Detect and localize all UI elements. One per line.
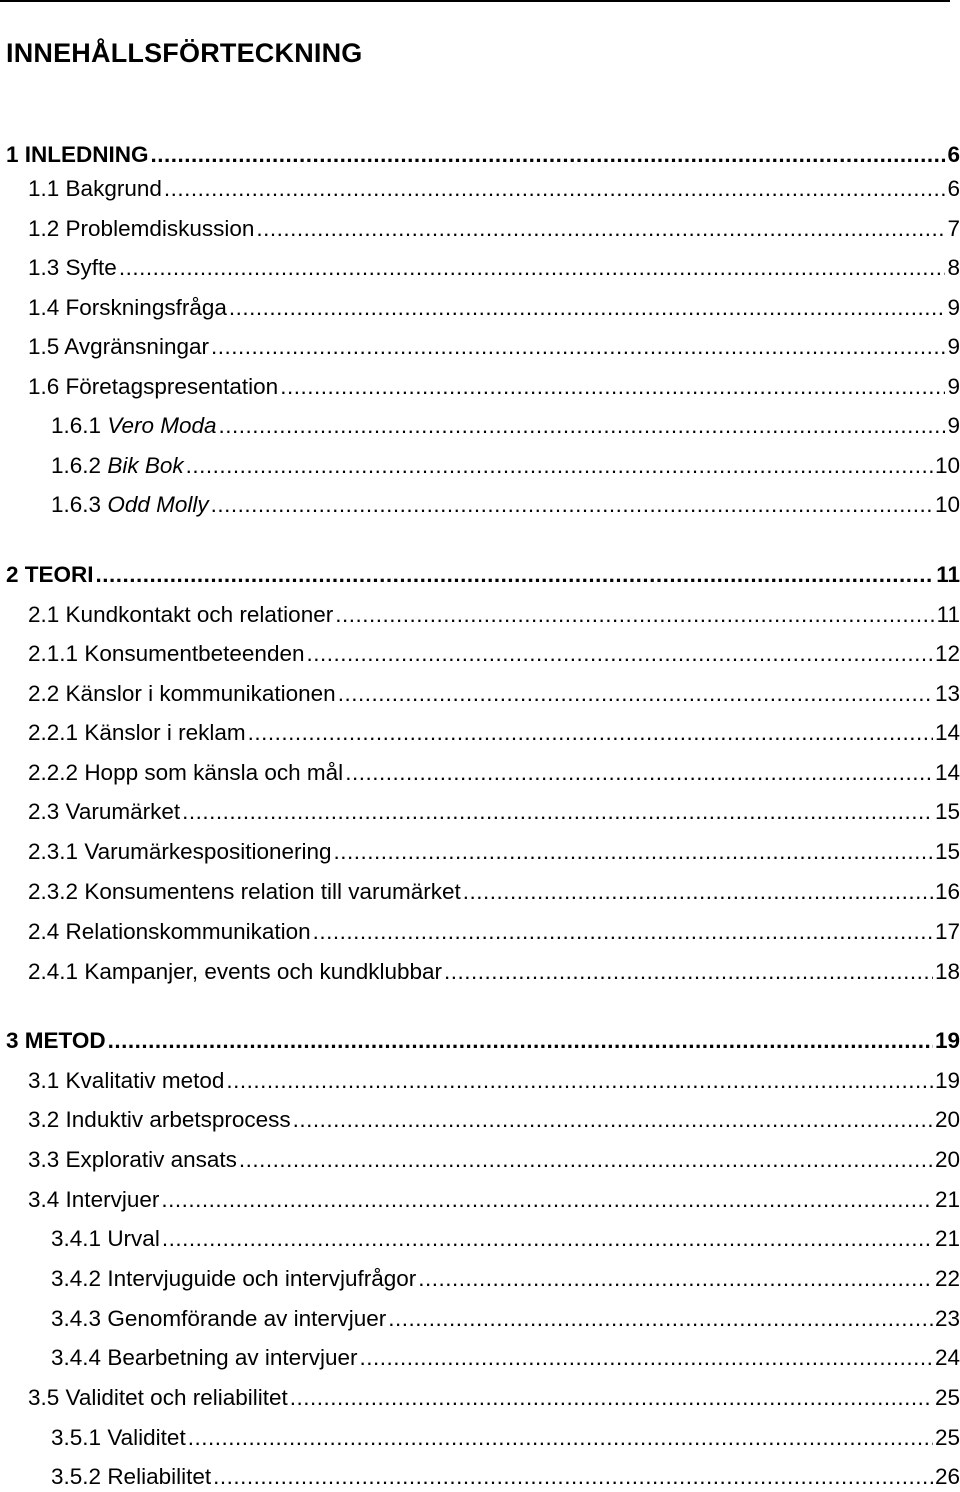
toc-entry[interactable] (28, 679, 960, 709)
toc-entry-label (6, 140, 149, 170)
toc-entry-number: 1 (6, 142, 19, 167)
toc-entry-text: METOD (24, 1028, 106, 1053)
toc-leader-dots (219, 411, 946, 441)
toc-entry-text: Odd Molly (107, 492, 209, 517)
toc-entry-text: Validitet och reliabilitet (65, 1385, 288, 1410)
toc-entry[interactable] (51, 1304, 960, 1334)
toc-entry-text: Kvalitativ metod (65, 1068, 225, 1093)
toc-entry[interactable] (28, 293, 960, 323)
toc-entry[interactable] (28, 758, 960, 788)
toc-leader-dots (182, 797, 933, 827)
toc-leader-dots (334, 837, 933, 867)
toc-entry-label (28, 639, 305, 669)
toc-entry-label (51, 1304, 386, 1334)
page-title: INNEHÅLLSFÖRTECKNING (6, 38, 363, 68)
toc-entry-number: 1.3 (28, 255, 60, 280)
toc-entry-text: Explorativ ansats (65, 1147, 237, 1172)
toc-entry-number: 1.2 (28, 216, 60, 241)
toc-entry-text: Intervjuguide och intervjufrågor (107, 1266, 417, 1291)
toc-entry-text: Varumärkespositionering (84, 839, 332, 864)
toc-entry-label (51, 490, 209, 520)
toc-entry-page: 15 (934, 839, 960, 864)
toc-entry-page: 19 (934, 1028, 960, 1053)
toc-entry-text: Kampanjer, events och kundklubbar (84, 959, 443, 984)
toc-entry[interactable] (51, 1423, 960, 1453)
toc-entry[interactable] (28, 917, 960, 947)
toc-entry-number: 2.3.1 (28, 839, 79, 864)
toc-entry[interactable] (28, 372, 960, 402)
toc-entry[interactable] (28, 1066, 960, 1096)
toc-entry[interactable] (28, 957, 960, 987)
toc-leader-dots (359, 1343, 933, 1373)
toc-entry-page: 6 (947, 142, 960, 167)
toc-leader-dots (256, 214, 945, 244)
toc-entry-page: 6 (947, 176, 960, 201)
toc-leader-dots (280, 372, 945, 402)
toc-leader-dots (119, 253, 946, 283)
toc-entry[interactable] (51, 1462, 960, 1492)
toc-leader-dots (226, 1066, 933, 1096)
toc-entry-text: Bakgrund (65, 176, 162, 201)
toc-entry-text: TEORI (24, 562, 94, 587)
toc-leader-dots (338, 679, 933, 709)
toc-entry-page: 21 (934, 1187, 960, 1212)
toc-entry-number: 3.4.3 (51, 1306, 102, 1331)
toc-entry-label (51, 1423, 186, 1453)
toc-entry-text: Kundkontakt och relationer (65, 602, 334, 627)
toc-entry-page: 9 (947, 334, 960, 359)
toc-entry-text: INLEDNING (24, 142, 149, 167)
toc-entry-page: 16 (934, 879, 960, 904)
toc-entry[interactable] (28, 837, 960, 867)
toc-entry-number: 2.2 (28, 681, 60, 706)
toc-entry-label (28, 372, 278, 402)
toc-entry-label (28, 1105, 291, 1135)
toc-leader-dots (418, 1264, 933, 1294)
toc-entry[interactable] (28, 1105, 960, 1135)
toc-entry-number: 2.3.2 (28, 879, 79, 904)
toc-entry-label (28, 957, 442, 987)
toc-entry-page: 9 (947, 295, 960, 320)
toc-entry-number: 3.4.2 (51, 1266, 102, 1291)
toc-leader-dots (388, 1304, 933, 1334)
toc-entry-label (28, 1383, 288, 1413)
toc-leader-dots (293, 1105, 933, 1135)
toc-entry-label (51, 411, 217, 441)
toc-entry-label (28, 253, 117, 283)
toc-entry-page: 20 (934, 1107, 960, 1132)
toc-leader-dots (444, 957, 933, 987)
toc-entry-page: 12 (934, 641, 960, 666)
toc-entry-page: 14 (934, 720, 960, 745)
toc-entry-text: Relationskommunikation (65, 919, 311, 944)
toc-entry-text: Känslor i kommunikationen (65, 681, 336, 706)
toc-entry-page: 15 (934, 799, 960, 824)
toc-entry-page: 26 (934, 1464, 960, 1489)
toc-entry-page: 11 (936, 562, 960, 587)
toc-leader-dots (186, 451, 933, 481)
toc-leader-dots (213, 1462, 933, 1492)
toc-entry-number: 1.6.3 (51, 492, 102, 517)
toc-entry-label (28, 917, 311, 947)
toc-entry-page: 8 (947, 255, 960, 280)
toc-entry-label (28, 797, 180, 827)
toc-entry-text: Känslor i reklam (84, 720, 246, 745)
toc-entry-number: 3.1 (28, 1068, 60, 1093)
toc-entry-page: 10 (934, 492, 960, 517)
toc-entry[interactable] (6, 140, 960, 170)
toc-entry-label (28, 1145, 237, 1175)
toc-entry[interactable] (51, 451, 960, 481)
toc-entry-page: 22 (934, 1266, 960, 1291)
toc-entry-text: Bik Bok (107, 453, 184, 478)
toc-entry[interactable] (6, 1026, 960, 1056)
toc-entry-text: Hopp som känsla och mål (84, 760, 344, 785)
toc-entry-number: 3.4 (28, 1187, 60, 1212)
toc-entry-text: Företagspresentation (65, 374, 279, 399)
toc-entry-page: 20 (934, 1147, 960, 1172)
toc-entry-number: 2 (6, 562, 19, 587)
toc-entry[interactable] (51, 411, 960, 441)
toc-entry-label (28, 332, 209, 362)
toc-entry-page: 9 (947, 413, 960, 438)
toc-entry-number: 2.4.1 (28, 959, 79, 984)
toc-entry-number: 3.4.4 (51, 1345, 102, 1370)
toc-entry-number: 2.4 (28, 919, 60, 944)
toc-leader-dots (164, 174, 946, 204)
toc-entry-page: 14 (934, 760, 960, 785)
toc-entry-page: 23 (934, 1306, 960, 1331)
toc-entry-label (28, 174, 162, 204)
toc-entry-number: 3.3 (28, 1147, 60, 1172)
toc-entry-number: 3.5.1 (51, 1425, 102, 1450)
toc-entry-text: Konsumentbeteenden (84, 641, 305, 666)
toc-entry[interactable] (28, 253, 960, 283)
toc-entry-page: 11 (936, 602, 960, 627)
toc-entry-text: Problemdiskussion (65, 216, 255, 241)
toc-entry-page: 25 (934, 1385, 960, 1410)
toc-entry-number: 2.3 (28, 799, 60, 824)
toc-entry-text: Induktiv arbetsprocess (65, 1107, 291, 1132)
toc-entry-text: Reliabilitet (107, 1464, 212, 1489)
top-rule (0, 0, 950, 2)
toc-leader-dots (96, 560, 935, 590)
toc-entry-label (51, 1264, 416, 1294)
toc-entry[interactable] (28, 1145, 960, 1175)
toc-entry-number: 3 (6, 1028, 19, 1053)
toc-leader-dots (290, 1383, 933, 1413)
toc-entry-text: Vero Moda (107, 413, 217, 438)
toc-entry-page: 17 (934, 919, 960, 944)
toc-leader-dots (307, 639, 933, 669)
toc-entry-text: Avgränsningar (64, 334, 209, 359)
toc-leader-dots (161, 1185, 933, 1215)
toc-entry-label (28, 758, 343, 788)
toc-leader-dots (248, 718, 933, 748)
toc-leader-dots (211, 490, 933, 520)
toc-entry-number: 3.5 (28, 1385, 60, 1410)
toc-entry-number: 1.4 (28, 295, 60, 320)
toc-entry[interactable] (51, 490, 960, 520)
toc-entry-label (51, 1224, 160, 1254)
toc-entry-text: Bearbetning av intervjuer (107, 1345, 358, 1370)
toc-entry-label (28, 1066, 224, 1096)
toc-entry[interactable] (28, 332, 960, 362)
toc-entry[interactable] (28, 639, 960, 669)
toc-leader-dots (335, 600, 934, 630)
toc-entry-page: 21 (934, 1226, 960, 1251)
toc-entry-text: Syfte (65, 255, 117, 280)
toc-entry-number: 2.2.2 (28, 760, 79, 785)
toc-leader-dots (239, 1145, 933, 1175)
toc-entry[interactable] (28, 1185, 960, 1215)
toc-entry-number: 1.6.1 (51, 413, 102, 438)
toc-entry[interactable] (51, 1264, 960, 1294)
toc-leader-dots (345, 758, 933, 788)
toc-entry-number: 1.1 (28, 176, 60, 201)
toc-entry-label (51, 451, 184, 481)
toc-entry[interactable] (6, 560, 960, 590)
toc-entry-page: 7 (947, 216, 960, 241)
toc-entry-label (6, 560, 94, 590)
toc-entry-text: Konsumentens relation till varumärket (84, 879, 461, 904)
toc-leader-dots (211, 332, 946, 362)
toc-entry-number: 1.6.2 (51, 453, 102, 478)
toc-entry-label (28, 600, 333, 630)
toc-leader-dots (229, 293, 946, 323)
toc-entry-text: Varumärket (65, 799, 181, 824)
toc-leader-dots (151, 140, 946, 170)
toc-entry[interactable] (28, 797, 960, 827)
toc-entry-text: Genomförande av intervjuer (107, 1306, 387, 1331)
toc-entry-label (51, 1462, 211, 1492)
toc-entry[interactable] (28, 1383, 960, 1413)
toc-entry-label (6, 1026, 106, 1056)
toc-entry-number: 1.5 (28, 334, 60, 359)
toc-entry-label (51, 1343, 357, 1373)
toc-entry[interactable] (51, 1343, 960, 1373)
toc-entry-text: Urval (107, 1226, 160, 1251)
toc-entry-number: 2.1.1 (28, 641, 79, 666)
toc-leader-dots (463, 877, 933, 907)
toc-entry-label (28, 1185, 159, 1215)
toc-entry-number: 3.4.1 (51, 1226, 102, 1251)
toc-entry-number: 3.2 (28, 1107, 60, 1132)
toc-entry-text: Validitet (107, 1425, 186, 1450)
toc-entry-label (28, 679, 336, 709)
toc-leader-dots (108, 1026, 933, 1056)
toc-entry-number: 2.2.1 (28, 720, 79, 745)
toc-entry-page: 18 (934, 959, 960, 984)
toc-entry[interactable] (28, 718, 960, 748)
toc-entry-page: 10 (934, 453, 960, 478)
toc-entry-page: 24 (934, 1345, 960, 1370)
toc-entry-label (28, 837, 332, 867)
toc-entry-label (28, 877, 461, 907)
toc-entry-text: Forskningsfråga (65, 295, 227, 320)
toc-entry-label (28, 293, 227, 323)
toc-leader-dots (188, 1423, 933, 1453)
toc-entry[interactable] (28, 214, 960, 244)
toc-entry-page: 9 (947, 374, 960, 399)
toc-entry-text: Intervjuer (65, 1187, 160, 1212)
toc-leader-dots (313, 917, 933, 947)
toc-entry-number: 2.1 (28, 602, 60, 627)
toc-leader-dots (162, 1224, 933, 1254)
toc-entry-label (28, 718, 246, 748)
toc-entry[interactable] (51, 1224, 960, 1254)
toc-entry-page: 13 (934, 681, 960, 706)
toc-entry-number: 1.6 (28, 374, 60, 399)
toc-entry[interactable] (28, 600, 960, 630)
toc-entry-number: 3.5.2 (51, 1464, 102, 1489)
toc-entry-label (28, 214, 254, 244)
toc-entry[interactable] (28, 877, 960, 907)
toc-entry[interactable] (28, 174, 960, 204)
toc-entry-page: 25 (934, 1425, 960, 1450)
toc-entry-page: 19 (934, 1068, 960, 1093)
